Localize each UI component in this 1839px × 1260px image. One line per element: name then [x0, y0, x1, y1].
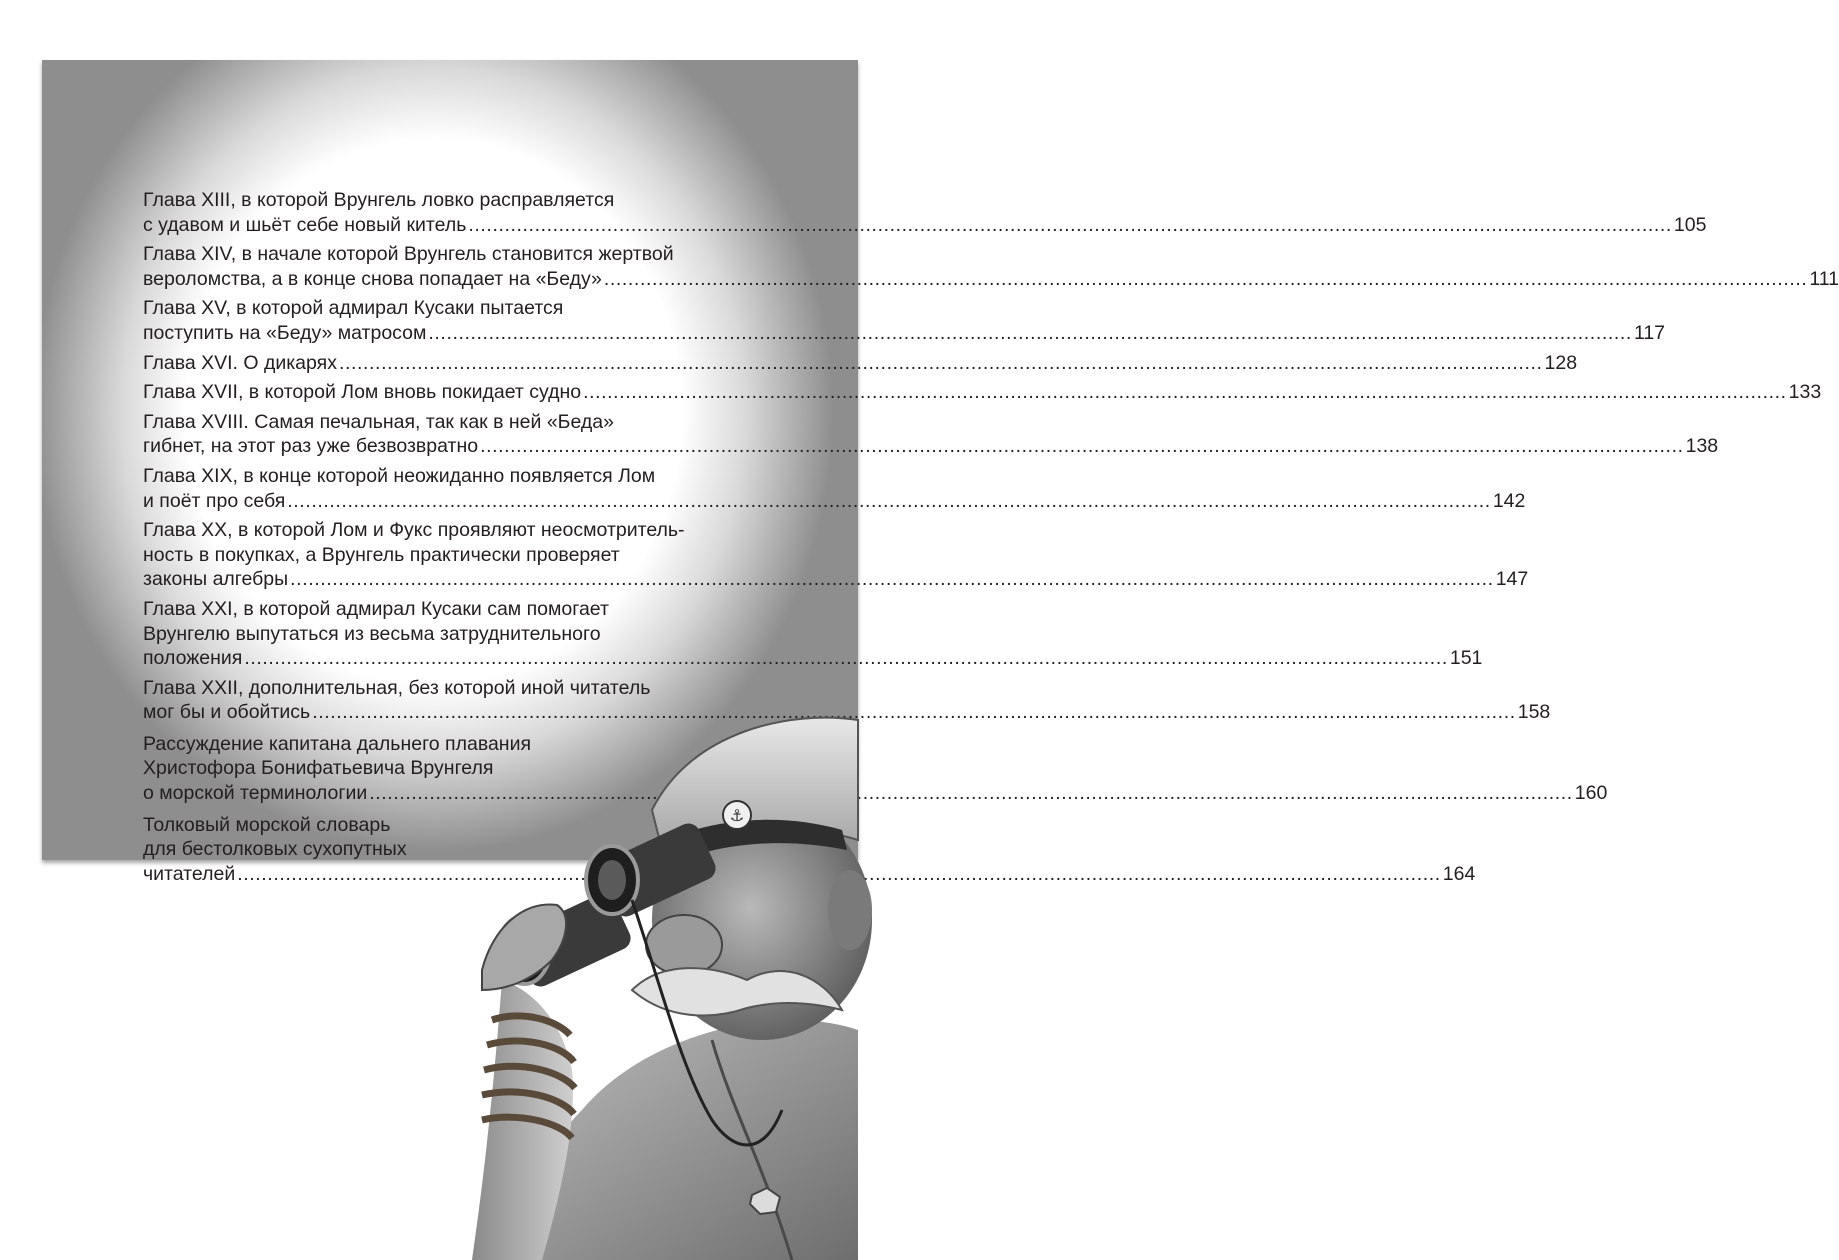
- toc-page-number: 158: [1517, 701, 1551, 724]
- toc-entry-line: Глава XIX, в конце которой неожиданно появляется Лом: [143, 464, 656, 487]
- toc-entry-last-line: [143, 567, 1529, 592]
- toc-page-number: 142: [1492, 489, 1526, 512]
- toc-entry-line: читателей: [143, 862, 236, 885]
- toc-entry: [143, 242, 1839, 291]
- toc-page-number: 151: [1449, 647, 1483, 670]
- toc-entry-line: поступить на «Беду» матросом: [143, 321, 427, 344]
- captain-nose: [646, 915, 722, 975]
- toc-entry-line: о морской терминологии: [143, 782, 368, 805]
- leader-dots: [244, 646, 1448, 671]
- toc-entry-line: Глава XIII, в которой Врунгель ловко расправляется: [143, 189, 615, 211]
- leader-dots: [290, 567, 1494, 592]
- toc-entry-line: положения: [143, 647, 243, 670]
- toc-entry: [143, 464, 1526, 513]
- toc-entry-last-line: [143, 434, 1719, 459]
- toc-entry-line: Толковый морской словарь: [143, 813, 391, 836]
- toc-entry-line: Глава XXI, в которой адмирал Кусаки сам помогает: [143, 597, 609, 620]
- toc-page-number: 147: [1495, 568, 1529, 591]
- toc-page-number: 105: [1673, 213, 1707, 236]
- toc-entry-last-line: [143, 351, 1578, 376]
- leader-dots: [468, 213, 1672, 238]
- toc-entry-line: Глава XXII, дополнительная, без которой иной читатель: [143, 676, 651, 699]
- toc-entry-line: Глава XX, в которой Лом и Фукс проявляют неосмотритель-: [143, 519, 685, 542]
- toc-entry-line: Глава XVI. О дикарях: [143, 351, 337, 374]
- toc-entry-last-line: [143, 267, 1839, 292]
- toc-page-number: 138: [1685, 435, 1719, 458]
- toc-entry: [143, 188, 1707, 237]
- toc-entry-line: Глава XV, в которой адмирал Кусаки пытается: [143, 297, 564, 320]
- toc-entry-last-line: [143, 213, 1707, 238]
- toc-entry: [143, 518, 1529, 592]
- toc-entry: [143, 597, 1483, 671]
- toc-page-number: 133: [1788, 381, 1822, 404]
- toc-page-number: 128: [1544, 351, 1578, 374]
- toc-entry-line: для бестолковых сухопутных: [143, 838, 407, 861]
- toc-entry-line: Рассуждение капитана дальнего плавания: [143, 732, 532, 755]
- toc-page-number: 160: [1574, 782, 1608, 805]
- toc-page-number: 164: [1442, 862, 1476, 885]
- anchor-icon: ⚓: [729, 806, 745, 825]
- leader-dots: [287, 489, 1491, 514]
- captain-with-binoculars-illustration: [462, 690, 858, 1260]
- toc-page-number: 117: [1633, 321, 1666, 344]
- toc-entry-line: Врунгелю выпутаться из весьма затруднительного: [143, 622, 601, 645]
- toc-entry-line: и поёт про себя: [143, 489, 286, 512]
- toc-entry-last-line: [143, 380, 1822, 405]
- toc-entry-last-line: [143, 321, 1666, 346]
- leader-dots: [604, 267, 1808, 292]
- toc-entry-line: Глава XVII, в которой Лом вновь покидает судно: [143, 381, 582, 404]
- leader-dots: [480, 434, 1684, 459]
- toc-entry-line: ность в покупках, а Врунгель практически проверяет: [143, 543, 620, 566]
- toc-entry: [143, 296, 1666, 345]
- leader-dots: [339, 351, 1543, 376]
- toc-entry: [143, 380, 1822, 405]
- toc-entry-line: Глава XVIII. Самая печальная, так как в ней «Беда»: [143, 410, 614, 433]
- book-page: [42, 60, 1839, 885]
- leader-dots: [428, 321, 1632, 346]
- toc-page-number: 111: [1809, 267, 1839, 290]
- toc-entry-line: Глава XIV, в начале которой Врунгель становится жертвой: [143, 243, 674, 266]
- toc-entry-last-line: [143, 489, 1526, 514]
- toc-entry-line: мог бы и обойтись: [143, 701, 311, 724]
- toc-entry-line: Христофора Бонифатьевича Врунгеля: [143, 757, 494, 780]
- toc-entry-last-line: [143, 646, 1483, 671]
- toc-entry-line: гибнет, на этот раз уже безвозвратно: [143, 435, 479, 458]
- leader-dots: [583, 380, 1787, 405]
- toc-entry: [143, 410, 1719, 459]
- toc-entry-line: с удавом и шьёт себе новый китель: [143, 213, 467, 236]
- toc-entry: [143, 351, 1578, 376]
- toc-entry-line: вероломства, а в конце снова попадает на «Беду»: [143, 267, 602, 290]
- captain-ear: [828, 870, 872, 950]
- toc-entry-line: законы алгебры: [143, 568, 289, 591]
- toc-entry-last-line: [143, 862, 1476, 887]
